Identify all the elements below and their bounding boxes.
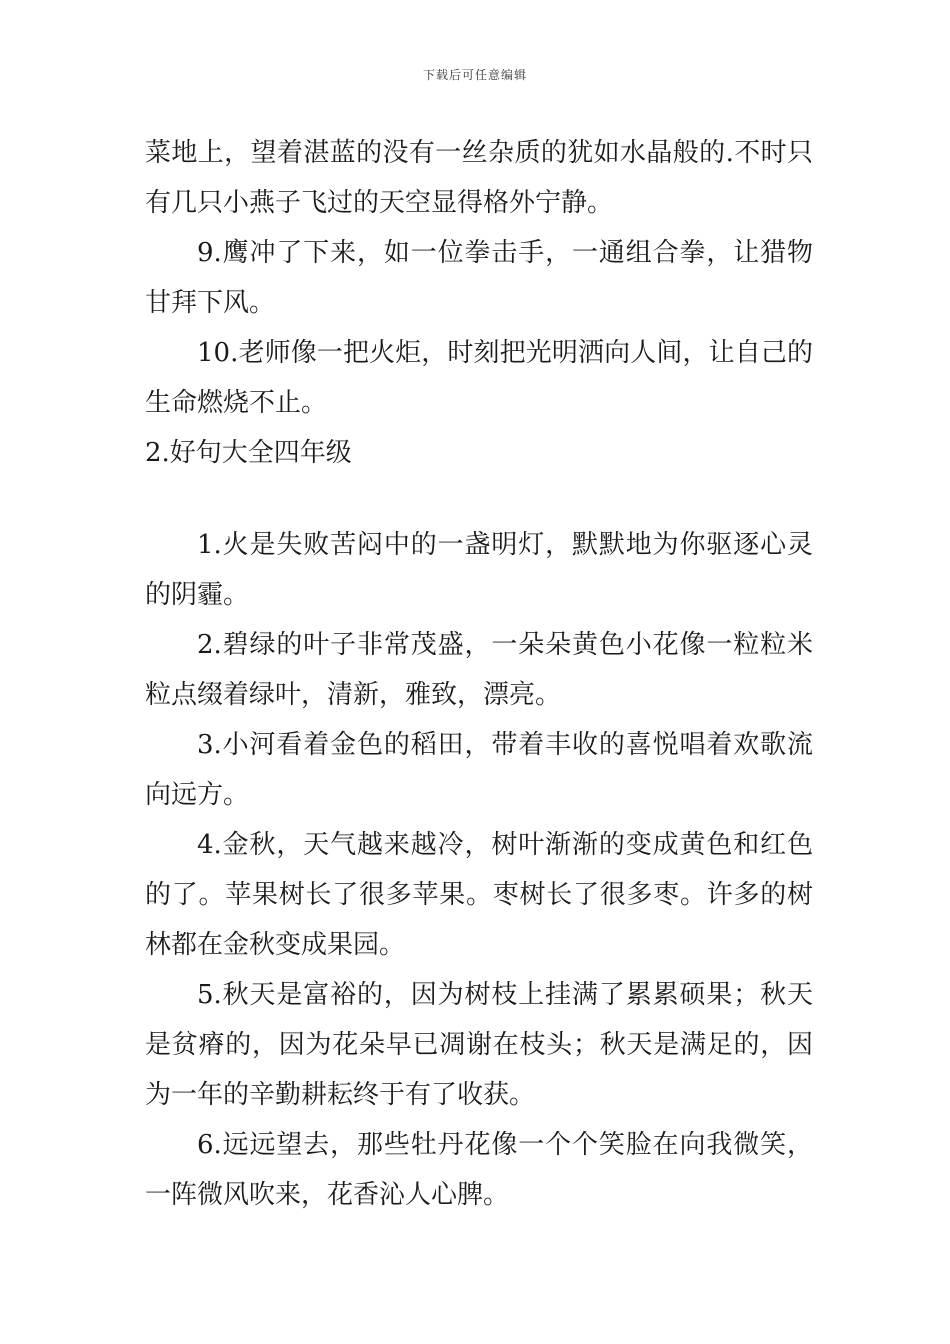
- paragraph-item-9: 9.鹰冲了下来，如一位拳击手，一通组合拳，让猎物甘拜下风。: [145, 238, 813, 318]
- paragraph-item-3: 3.小河看着金色的稻田，带着丰收的喜悦唱着欢歌流向远方。: [145, 730, 813, 810]
- document-body: [145, 128, 813, 1220]
- paragraph-item-1: 1.火是失败苦闷中的一盏明灯，默默地为你驱逐心灵的阴霾。: [145, 530, 813, 610]
- paragraph-continuation: 菜地上，望着湛蓝的没有一丝杂质的犹如水晶般的.不时只有几只小燕子飞过的天空显得格外宁静。: [145, 138, 813, 218]
- paragraph-item-6: 6.远远望去，那些牡丹花像一个个笑脸在向我微笑，一阵微风吹来，花香沁人心脾。: [145, 1130, 813, 1210]
- paragraph-item-10: 10.老师像一把火炬，时刻把光明洒向人间，让自己的生命燃烧不止。: [145, 338, 813, 418]
- paragraph-item-4: 4.金秋，天气越来越冷，树叶渐渐的变成黄色和红色的了。苹果树长了很多苹果。枣树长了很多枣。许多的树林都在金秋变成果园。: [145, 830, 813, 960]
- paragraph-item-2: 2.碧绿的叶子非常茂盛，一朵朵黄色小花像一粒粒米粒点缀着绿叶，清新，雅致，漂亮。: [145, 630, 813, 710]
- section-spacer: [145, 478, 813, 520]
- section-heading: 2.好句大全四年级: [145, 438, 352, 468]
- page-header-note: 下载后可任意编辑: [422, 68, 527, 82]
- paragraph-item-5: 5.秋天是富裕的，因为树枝上挂满了累累硕果；秋天是贫瘠的，因为花朵早已凋谢在枝头；秋天是满足的，因为一年的辛勤耕耘终于有了收获。: [145, 980, 813, 1110]
